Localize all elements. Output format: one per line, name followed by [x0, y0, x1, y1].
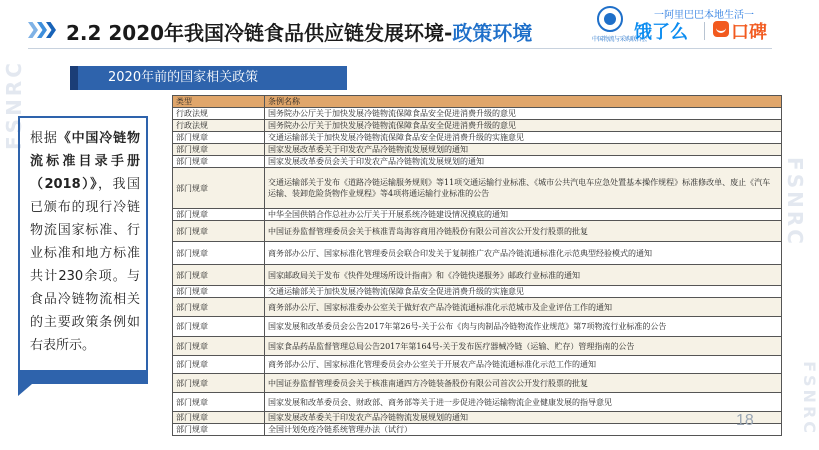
koubei-logo: 口碑	[731, 22, 767, 43]
logo-tagline: 一阿里巴巴本地生活一	[654, 10, 754, 21]
note-frame-tip	[18, 384, 32, 396]
row-type: 部门规章	[173, 286, 265, 298]
row-type: 部门规章	[173, 374, 265, 393]
row-type: 部门规章	[173, 265, 265, 286]
chevron-icon	[28, 22, 55, 38]
row-type: 行政法规	[173, 108, 265, 120]
row-type: 部门规章	[173, 132, 265, 144]
table-row	[173, 209, 782, 221]
row-type: 部门规章	[173, 168, 265, 209]
table-row	[173, 412, 782, 424]
table-row	[173, 242, 782, 265]
table-row	[173, 132, 782, 144]
row-name: 商务部办公厅、国家标准委办公室关于做好农产品冷链流通标准化示范城市及企业评估工作的通知	[265, 298, 782, 317]
row-name: 国家发展改革委员会关于印发农产品冷链物流发展规划的通知	[265, 156, 782, 168]
section-banner: 2020年前的国家相关政策	[70, 66, 347, 90]
watermark-left: FSNRC	[2, 60, 26, 150]
logo-divider	[704, 22, 705, 40]
row-name: 商务部办公厅、国家标准化管理委员会办公室关于开展农产品冷链流通标准化示范工作的通知	[265, 356, 782, 374]
table-row	[173, 286, 782, 298]
row-name: 中国证券监督管理委员会关于核准青岛海容商用冷链股份有限公司首次公开发行股票的批复	[265, 221, 782, 242]
table-row	[173, 393, 782, 412]
seal-icon	[597, 6, 623, 32]
policy-table	[172, 95, 782, 436]
table-row	[173, 337, 782, 356]
table-row	[173, 221, 782, 242]
row-name: 国家发展和改革委员会、财政部、商务部等关于进一步促进冷链运输物流企业健康发展的指导意见	[265, 393, 782, 412]
row-type: 部门规章	[173, 298, 265, 317]
koubei-icon	[713, 21, 729, 37]
row-name: 国务院办公厅关于加快发展冷链物流保障食品安全促进消费升级的意见	[265, 108, 782, 120]
table-row	[173, 356, 782, 374]
row-type: 部门规章	[173, 144, 265, 156]
row-name: 交通运输部关于发布《道路冷链运输服务规则》等11项交通运输行业标准、《城市公共汽电车应急处置基本操作规程》标准修改单、废止《汽车运输、装卸危险货物作业规程》等4项将通运输行业标准的公告	[265, 168, 782, 209]
note-after: ，我国已颁布的现行冷链物流国家标准、行业标准和地方标准共计230余项。与食品冷链物流相关的主要政策条例如右表所示。	[30, 177, 140, 353]
table-row	[173, 168, 782, 209]
page-title-accent: 政策环境	[452, 21, 533, 45]
table-row	[173, 120, 782, 132]
table-row	[173, 156, 782, 168]
row-type: 部门规章	[173, 393, 265, 412]
row-name: 国家邮政局关于发布《快件处理场所设计指南》和《冷链快递服务》邮政行业标准的通知	[265, 265, 782, 286]
row-name: 交通运输部关于加快发展冷链物流保障食品安全促进消费升级的实施意见	[265, 286, 782, 298]
row-name: 全国计划免疫冷链系统管理办法（试行）	[265, 424, 782, 436]
watermark-bottom-right: FSNRC	[800, 361, 819, 436]
row-type: 部门规章	[173, 337, 265, 356]
header-divider	[28, 48, 772, 49]
row-type: 部门规章	[173, 412, 265, 424]
row-name: 商务部办公厅、国家标准化管理委员会联合印发关于复制推广农产品冷链流通标准化示范典型经验模式的通知	[265, 242, 782, 265]
watermark-right: FSNRC	[783, 157, 808, 247]
row-type: 行政法规	[173, 120, 265, 132]
page-title-prefix: 2.2 2020年我国冷链食品供应链发展环境-	[66, 21, 453, 45]
association-logo	[592, 6, 648, 46]
table-row	[173, 298, 782, 317]
row-type: 部门规章	[173, 424, 265, 436]
row-type: 部门规章	[173, 209, 265, 221]
page-number: 18	[736, 412, 754, 429]
row-type: 部门规章	[173, 221, 265, 242]
table-row	[173, 265, 782, 286]
table-row	[173, 144, 782, 156]
table-row	[173, 424, 782, 436]
row-name: 国家发展改革委关于印发农产品冷链物流发展规划的通知	[265, 412, 782, 424]
row-name: 国家发展改革委关于印发农产品冷链物流发展规划的通知	[265, 144, 782, 156]
row-name: 国家发展和改革委员会公告2017年第26号-关于公布《肉与肉制品冷链物流作业规范》第7项物流行业标准的公告	[265, 317, 782, 337]
row-type: 部门规章	[173, 356, 265, 374]
note-frame-bar	[18, 372, 148, 384]
table-row	[173, 374, 782, 393]
row-name: 交通运输部关于加快发展冷链物流保障食品安全促进消费升级的实施意见	[265, 132, 782, 144]
row-type: 部门规章	[173, 156, 265, 168]
row-name: 国家食品药品监督管理总局公告2017年第164号-关于发布医疗器械冷链（运输、贮存）管理指南的公告	[265, 337, 782, 356]
table-header-row	[173, 96, 782, 108]
note-text	[30, 127, 140, 357]
header-name: 条例名称	[265, 96, 782, 108]
page-title	[66, 17, 532, 46]
table-row	[173, 108, 782, 120]
row-name: 国务院办公厅关于加快发展冷链物流保障食品安全促进消费升级的意见	[265, 120, 782, 132]
note-bold: 《中国冷链物流标准目录手册（2018）》	[30, 131, 140, 192]
row-type: 部门规章	[173, 242, 265, 265]
note-before: 根据	[30, 131, 58, 146]
row-name: 中华全国供销合作总社办公厅关于开展系统冷链建设情况摸底的通知	[265, 209, 782, 221]
row-type: 部门规章	[173, 317, 265, 337]
header-type: 类型	[173, 96, 265, 108]
eleme-logo: 饿了么	[634, 22, 688, 43]
table-row	[173, 317, 782, 337]
seal-text: 中国物流与采购联合会	[592, 36, 648, 43]
row-name: 中国证券监督管理委员会关于核准南通四方冷链装备股份有限公司首次公开发行股票的批复	[265, 374, 782, 393]
